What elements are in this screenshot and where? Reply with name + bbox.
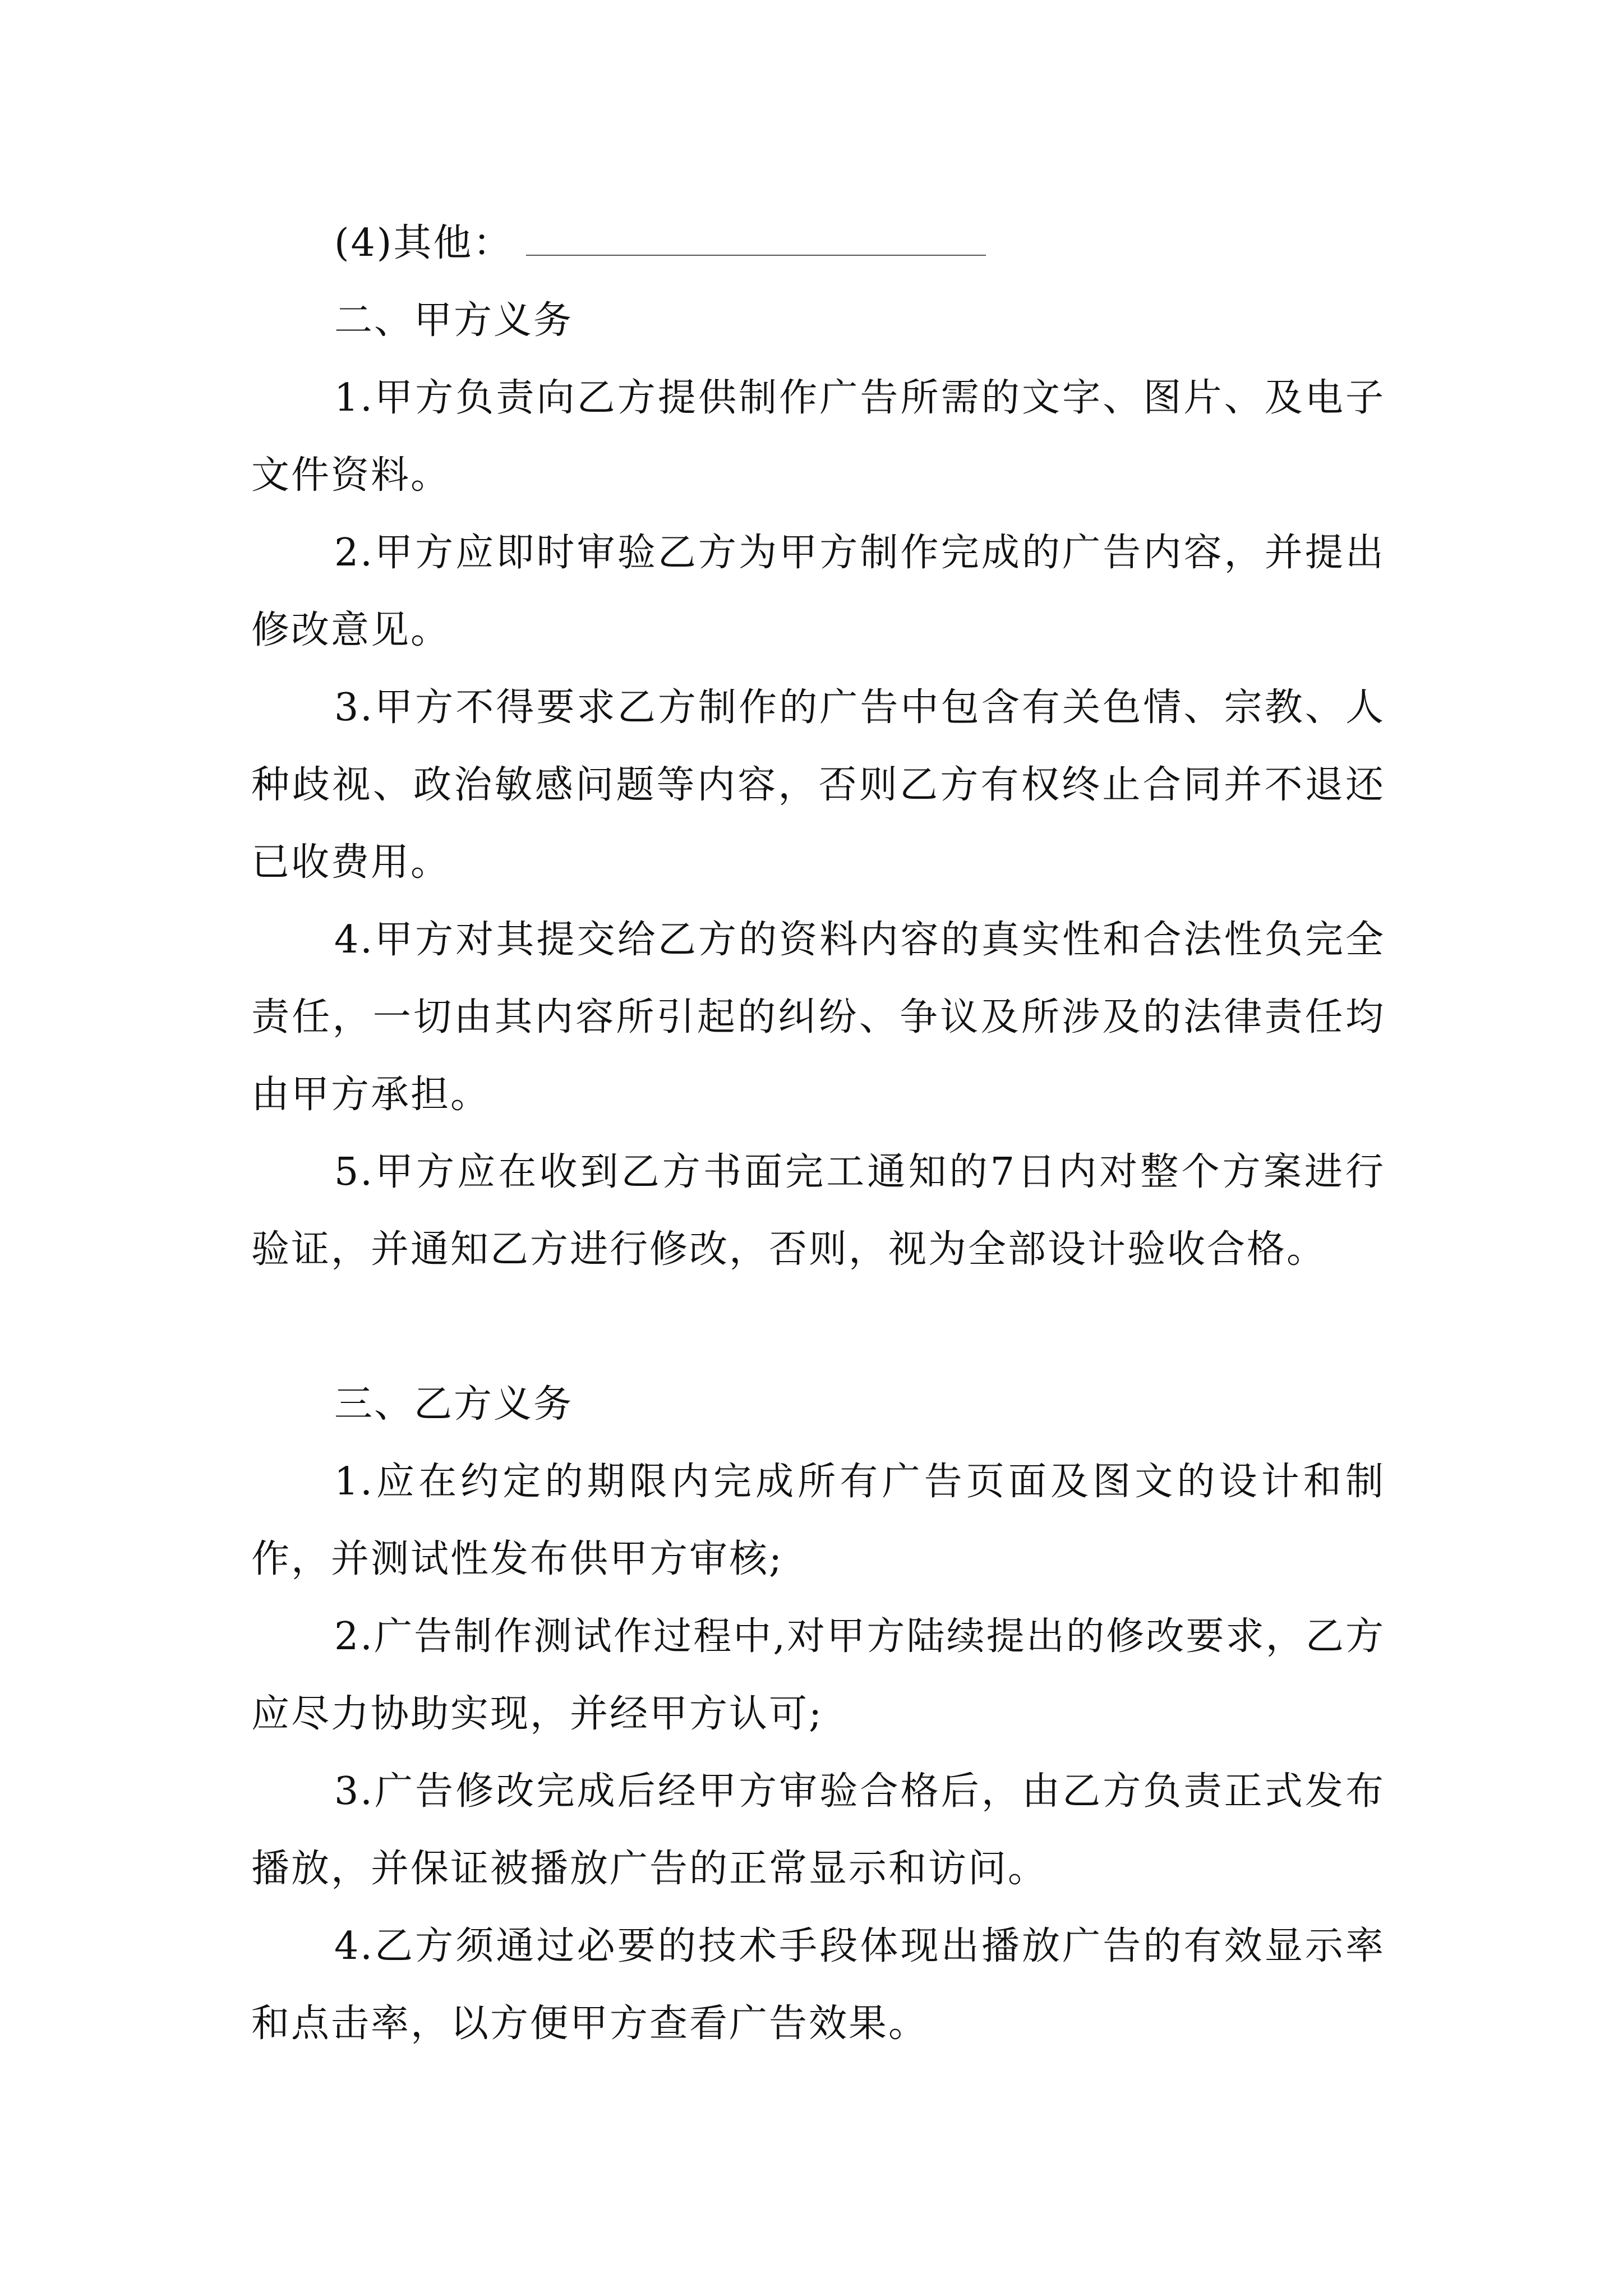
section3-item-2: 2.广告制作测试作过程中,对甲方陆续提出的修改要求，乙方应尽力协助实现，并经甲方认可; <box>251 1614 1385 1736</box>
section2-item-2: 2.甲方应即时审验乙方为甲方制作完成的广告内容，并提出修改意见。 <box>251 531 1385 652</box>
section2-item-3: 3.甲方不得要求乙方制作的广告中包含有关色情、宗教、人种歧视、政治敏感问题等内容，否则乙方有权终止合同并不退还已收费用。 <box>251 685 1385 885</box>
section2-item-1: 1.甲方负责向乙方提供制作广告所需的文字、图片、及电子文件资料。 <box>251 376 1385 498</box>
other-item-line <box>251 205 1385 282</box>
section2-item-5: 5.甲方应在收到乙方书面完工通知的7日内对整个方案进行验证，并通知乙方进行修改，否则，视为全部设计验收合格。 <box>251 1150 1385 1272</box>
section3-item-3: 3.广告修改完成后经甲方审验合格后，由乙方负责正式发布播放，并保证被播放广告的正常显示和访问。 <box>251 1769 1385 1891</box>
blank-fill-line <box>526 221 986 256</box>
section2-heading: 二、甲方义务 <box>334 298 574 343</box>
section3-item-1: 1.应在约定的期限内完成所有广告页面及图文的设计和制作，并测试性发布供甲方审核; <box>251 1460 1385 1581</box>
section3-item-4: 4.乙方须通过必要的技术手段体现出播放广告的有效显示率和点击率，以方便甲方查看广告效果。 <box>251 1924 1385 2046</box>
section3-heading: 三、乙方义务 <box>334 1382 574 1427</box>
section2-item-4: 4.甲方对其提交给乙方的资料内容的真实性和合法性负完全责任，一切由其内容所引起的纠纷、争议及所涉及的法律责任均由甲方承担。 <box>251 918 1385 1117</box>
other-item-label: (4)其他： <box>334 221 513 265</box>
